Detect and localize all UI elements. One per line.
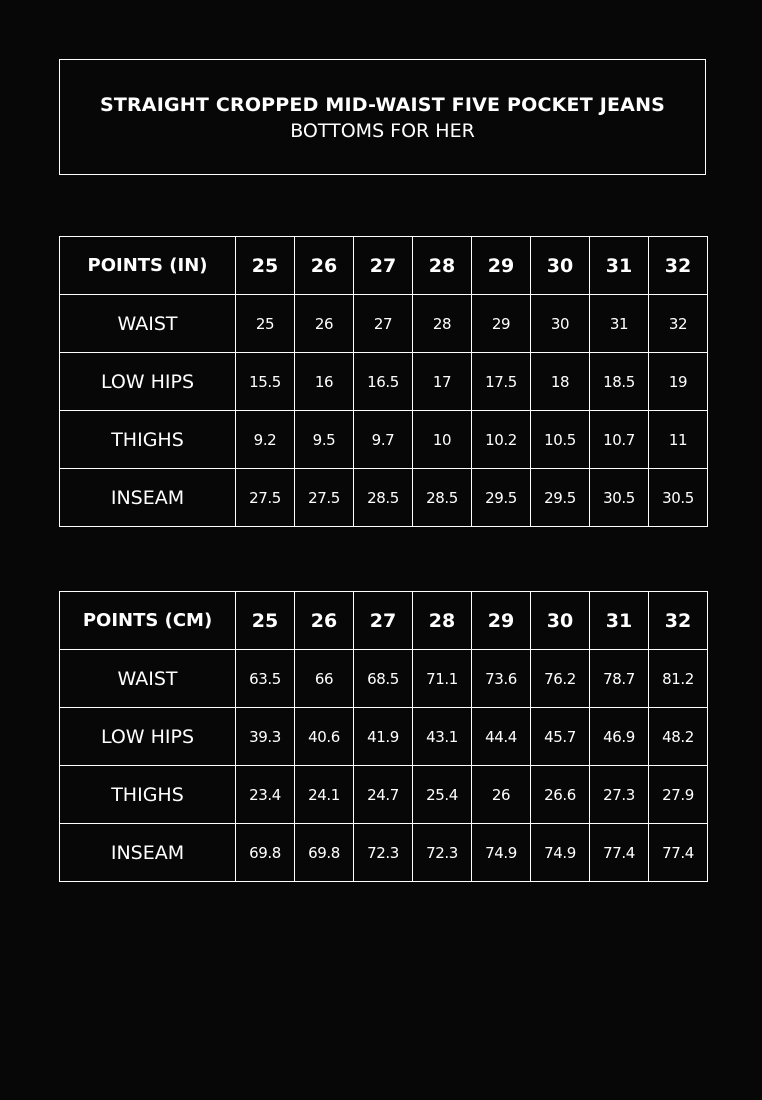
row-label: THIGHS xyxy=(60,766,236,824)
table-cell: 26 xyxy=(472,766,531,824)
table-cell: 76.2 xyxy=(531,650,590,708)
table-row xyxy=(60,766,708,824)
row-label: THIGHS xyxy=(60,411,236,469)
table-cell: 25.4 xyxy=(413,766,472,824)
table-cell: 32 xyxy=(649,295,708,353)
size-header: 28 xyxy=(413,592,472,650)
table-header-row xyxy=(60,237,708,295)
size-header: 26 xyxy=(295,237,354,295)
table-cell: 23.4 xyxy=(236,766,295,824)
size-header: 30 xyxy=(531,237,590,295)
table-cell: 9.5 xyxy=(295,411,354,469)
table-cell: 9.7 xyxy=(354,411,413,469)
table-row xyxy=(60,824,708,882)
points-header: POINTS (IN) xyxy=(60,237,236,295)
size-header: 29 xyxy=(472,237,531,295)
table-cell: 27.5 xyxy=(236,469,295,527)
table-cell: 10 xyxy=(413,411,472,469)
table-cell: 44.4 xyxy=(472,708,531,766)
size-table-centimeters xyxy=(59,591,708,882)
row-label: LOW HIPS xyxy=(60,353,236,411)
size-header: 32 xyxy=(649,237,708,295)
table-cell: 9.2 xyxy=(236,411,295,469)
table-cell: 31 xyxy=(590,295,649,353)
table-cell: 10.7 xyxy=(590,411,649,469)
size-header: 25 xyxy=(236,237,295,295)
product-title: STRAIGHT CROPPED MID-WAIST FIVE POCKET JEANS xyxy=(99,94,666,116)
table-cell: 45.7 xyxy=(531,708,590,766)
product-category: BOTTOMS FOR HER xyxy=(290,120,475,142)
table-cell: 30.5 xyxy=(649,469,708,527)
table-cell: 41.9 xyxy=(354,708,413,766)
size-header: 32 xyxy=(649,592,708,650)
size-header: 31 xyxy=(590,592,649,650)
table-cell: 16 xyxy=(295,353,354,411)
points-header: POINTS (CM) xyxy=(60,592,236,650)
table-cell: 15.5 xyxy=(236,353,295,411)
table-row xyxy=(60,469,708,527)
table-cell: 48.2 xyxy=(649,708,708,766)
table-cell: 69.8 xyxy=(236,824,295,882)
table-cell: 72.3 xyxy=(413,824,472,882)
size-header: 31 xyxy=(590,237,649,295)
row-label: LOW HIPS xyxy=(60,708,236,766)
table-cell: 27.5 xyxy=(295,469,354,527)
table-cell: 40.6 xyxy=(295,708,354,766)
table-cell: 46.9 xyxy=(590,708,649,766)
size-header: 30 xyxy=(531,592,590,650)
table-cell: 30.5 xyxy=(590,469,649,527)
table-cell: 26 xyxy=(295,295,354,353)
table-row xyxy=(60,650,708,708)
table-cell: 27.9 xyxy=(649,766,708,824)
size-header: 25 xyxy=(236,592,295,650)
table-row xyxy=(60,708,708,766)
table-cell: 18.5 xyxy=(590,353,649,411)
table-cell: 43.1 xyxy=(413,708,472,766)
table-cell: 66 xyxy=(295,650,354,708)
size-header: 27 xyxy=(354,237,413,295)
table-cell: 29.5 xyxy=(531,469,590,527)
table-cell: 10.5 xyxy=(531,411,590,469)
table-cell: 28.5 xyxy=(413,469,472,527)
table-cell: 78.7 xyxy=(590,650,649,708)
table-cell: 24.7 xyxy=(354,766,413,824)
table-row xyxy=(60,411,708,469)
table-cell: 69.8 xyxy=(295,824,354,882)
table-header-row xyxy=(60,592,708,650)
table-cell: 16.5 xyxy=(354,353,413,411)
row-label: INSEAM xyxy=(60,469,236,527)
row-label: WAIST xyxy=(60,295,236,353)
table-cell: 30 xyxy=(531,295,590,353)
title-box xyxy=(59,59,706,175)
table-cell: 74.9 xyxy=(531,824,590,882)
table-cell: 17.5 xyxy=(472,353,531,411)
size-header: 26 xyxy=(295,592,354,650)
table-cell: 11 xyxy=(649,411,708,469)
size-table-inches xyxy=(59,236,708,527)
table-cell: 81.2 xyxy=(649,650,708,708)
size-header: 29 xyxy=(472,592,531,650)
table-cell: 25 xyxy=(236,295,295,353)
table-cell: 77.4 xyxy=(590,824,649,882)
table-cell: 74.9 xyxy=(472,824,531,882)
table-cell: 10.2 xyxy=(472,411,531,469)
size-header: 27 xyxy=(354,592,413,650)
size-header: 28 xyxy=(413,237,472,295)
table-cell: 77.4 xyxy=(649,824,708,882)
table-row xyxy=(60,295,708,353)
table-cell: 26.6 xyxy=(531,766,590,824)
table-cell: 68.5 xyxy=(354,650,413,708)
row-label: INSEAM xyxy=(60,824,236,882)
table-cell: 19 xyxy=(649,353,708,411)
table-cell: 18 xyxy=(531,353,590,411)
table-cell: 71.1 xyxy=(413,650,472,708)
table-cell: 72.3 xyxy=(354,824,413,882)
row-label: WAIST xyxy=(60,650,236,708)
table-cell: 28.5 xyxy=(354,469,413,527)
table-cell: 29.5 xyxy=(472,469,531,527)
table-cell: 27 xyxy=(354,295,413,353)
table-cell: 39.3 xyxy=(236,708,295,766)
table-cell: 28 xyxy=(413,295,472,353)
table-cell: 29 xyxy=(472,295,531,353)
table-cell: 73.6 xyxy=(472,650,531,708)
table-cell: 17 xyxy=(413,353,472,411)
table-row xyxy=(60,353,708,411)
table-cell: 24.1 xyxy=(295,766,354,824)
table-cell: 63.5 xyxy=(236,650,295,708)
table-cell: 27.3 xyxy=(590,766,649,824)
